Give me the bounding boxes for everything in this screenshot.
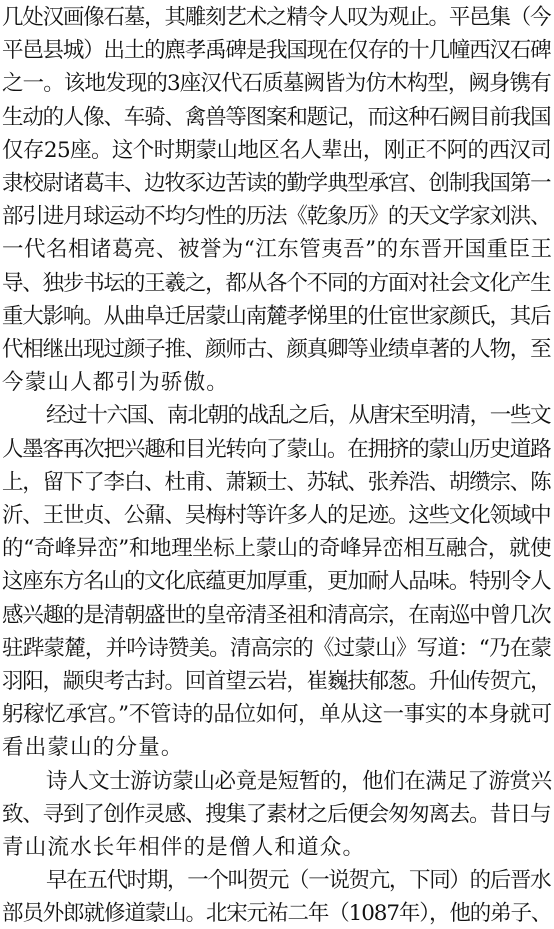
text-line: 致、寻到了创作灵感、搜集了素材之后便会匆匆离去。昔日与	[2, 801, 551, 827]
text-line: 平邑县城）出土的麃孝禹碑是我国现在仅存的十几幢西汉石碑	[2, 38, 551, 64]
paragraph-first-line: 经过十六国、南北朝的战乱之后，从唐宋至明清，一些文	[46, 403, 551, 429]
text-line: 羽阳，颛臾考古封。回首望云岩，崔巍扶郁葱。升仙传贺亢，	[2, 669, 551, 694]
text-line: 今蒙山人都引为骄傲。	[2, 370, 230, 396]
text-line: 一代名相诸葛亮、被誉为“江东管夷吾”的东晋开国重臣王	[2, 237, 553, 263]
text-line: 重大影响。从曲阜迁居蒙山南麓孝悌里的仕宦世家颜氏，其后	[2, 303, 551, 329]
text-line: 几处汉画像石墓，其雕刻艺术之精令人叹为观止。平邑集（今	[2, 5, 551, 30]
text-line: 之一。该地发现的3座汉代石质墓阙皆为仿木构型，阙身镌有	[2, 71, 551, 97]
text-line: 驻跸蒙麓，并吟诗赞美。清高宗的《过蒙山》写道：“乃在蒙	[2, 635, 552, 661]
paragraph-first-line: 早在五代时期，一个叫贺元（一说贺亢，下同）的后晋水	[46, 868, 551, 894]
text-line: 躬稼忆承宫。”不管诗的品位如何，单从这一事实的本身就可	[2, 702, 552, 728]
text-line: 上，留下了李白、杜甫、萧颖士、苏轼、张养浩、胡缵宗、陈	[2, 469, 551, 495]
text-line: 人墨客再次把兴趣和目光转向了蒙山。在拥挤的蒙山历史道路	[2, 436, 551, 462]
text-line: 沂、王世贞、公鼐、吴梅村等许多人的足迹。这些文化领域中	[2, 503, 551, 528]
text-line: 隶校尉诸葛丰、边牧豕边苦读的勤学典型承宫、创制我国第一	[2, 171, 551, 196]
text-line: 部员外郎就修道蒙山。北宋元祐二年（1087年），他的弟子、	[2, 901, 552, 927]
text-line: 感兴趣的是清朝盛世的皇帝清圣祖和清高宗，在南巡中曾几次	[2, 602, 551, 628]
text-line: 的“奇峰异峦”和地理坐标上蒙山的奇峰异峦相互融合，就使	[2, 536, 552, 562]
text-line: 导、独步书坛的王羲之，都从各个不同的方面对社会文化产生	[2, 270, 551, 296]
text-line: 这座东方名山的文化底蕴更加厚重，更加耐人品味。特别令人	[2, 569, 551, 595]
text-line: 青山流水长年相伴的是僧人和道众。	[2, 835, 366, 860]
text-line: 部引进月球运动不均匀性的历法《乾象历》的天文学家刘洪、	[2, 204, 551, 230]
paragraph-first-line: 诗人文士游访蒙山必竟是短暂的，他们在满足了游赏兴	[46, 768, 552, 794]
text-line: 仅存25座。这个时期蒙山地区名人辈出，刚正不阿的西汉司	[2, 137, 552, 163]
text-line: 看出蒙山的分量。	[2, 735, 184, 761]
text-line: 生动的人像、车骑、禽兽等图案和题记，而这种石阙目前我国	[2, 104, 551, 130]
text-line: 代相继出现过颜子推、颜师古、颜真卿等业绩卓著的人物，至	[2, 337, 551, 362]
